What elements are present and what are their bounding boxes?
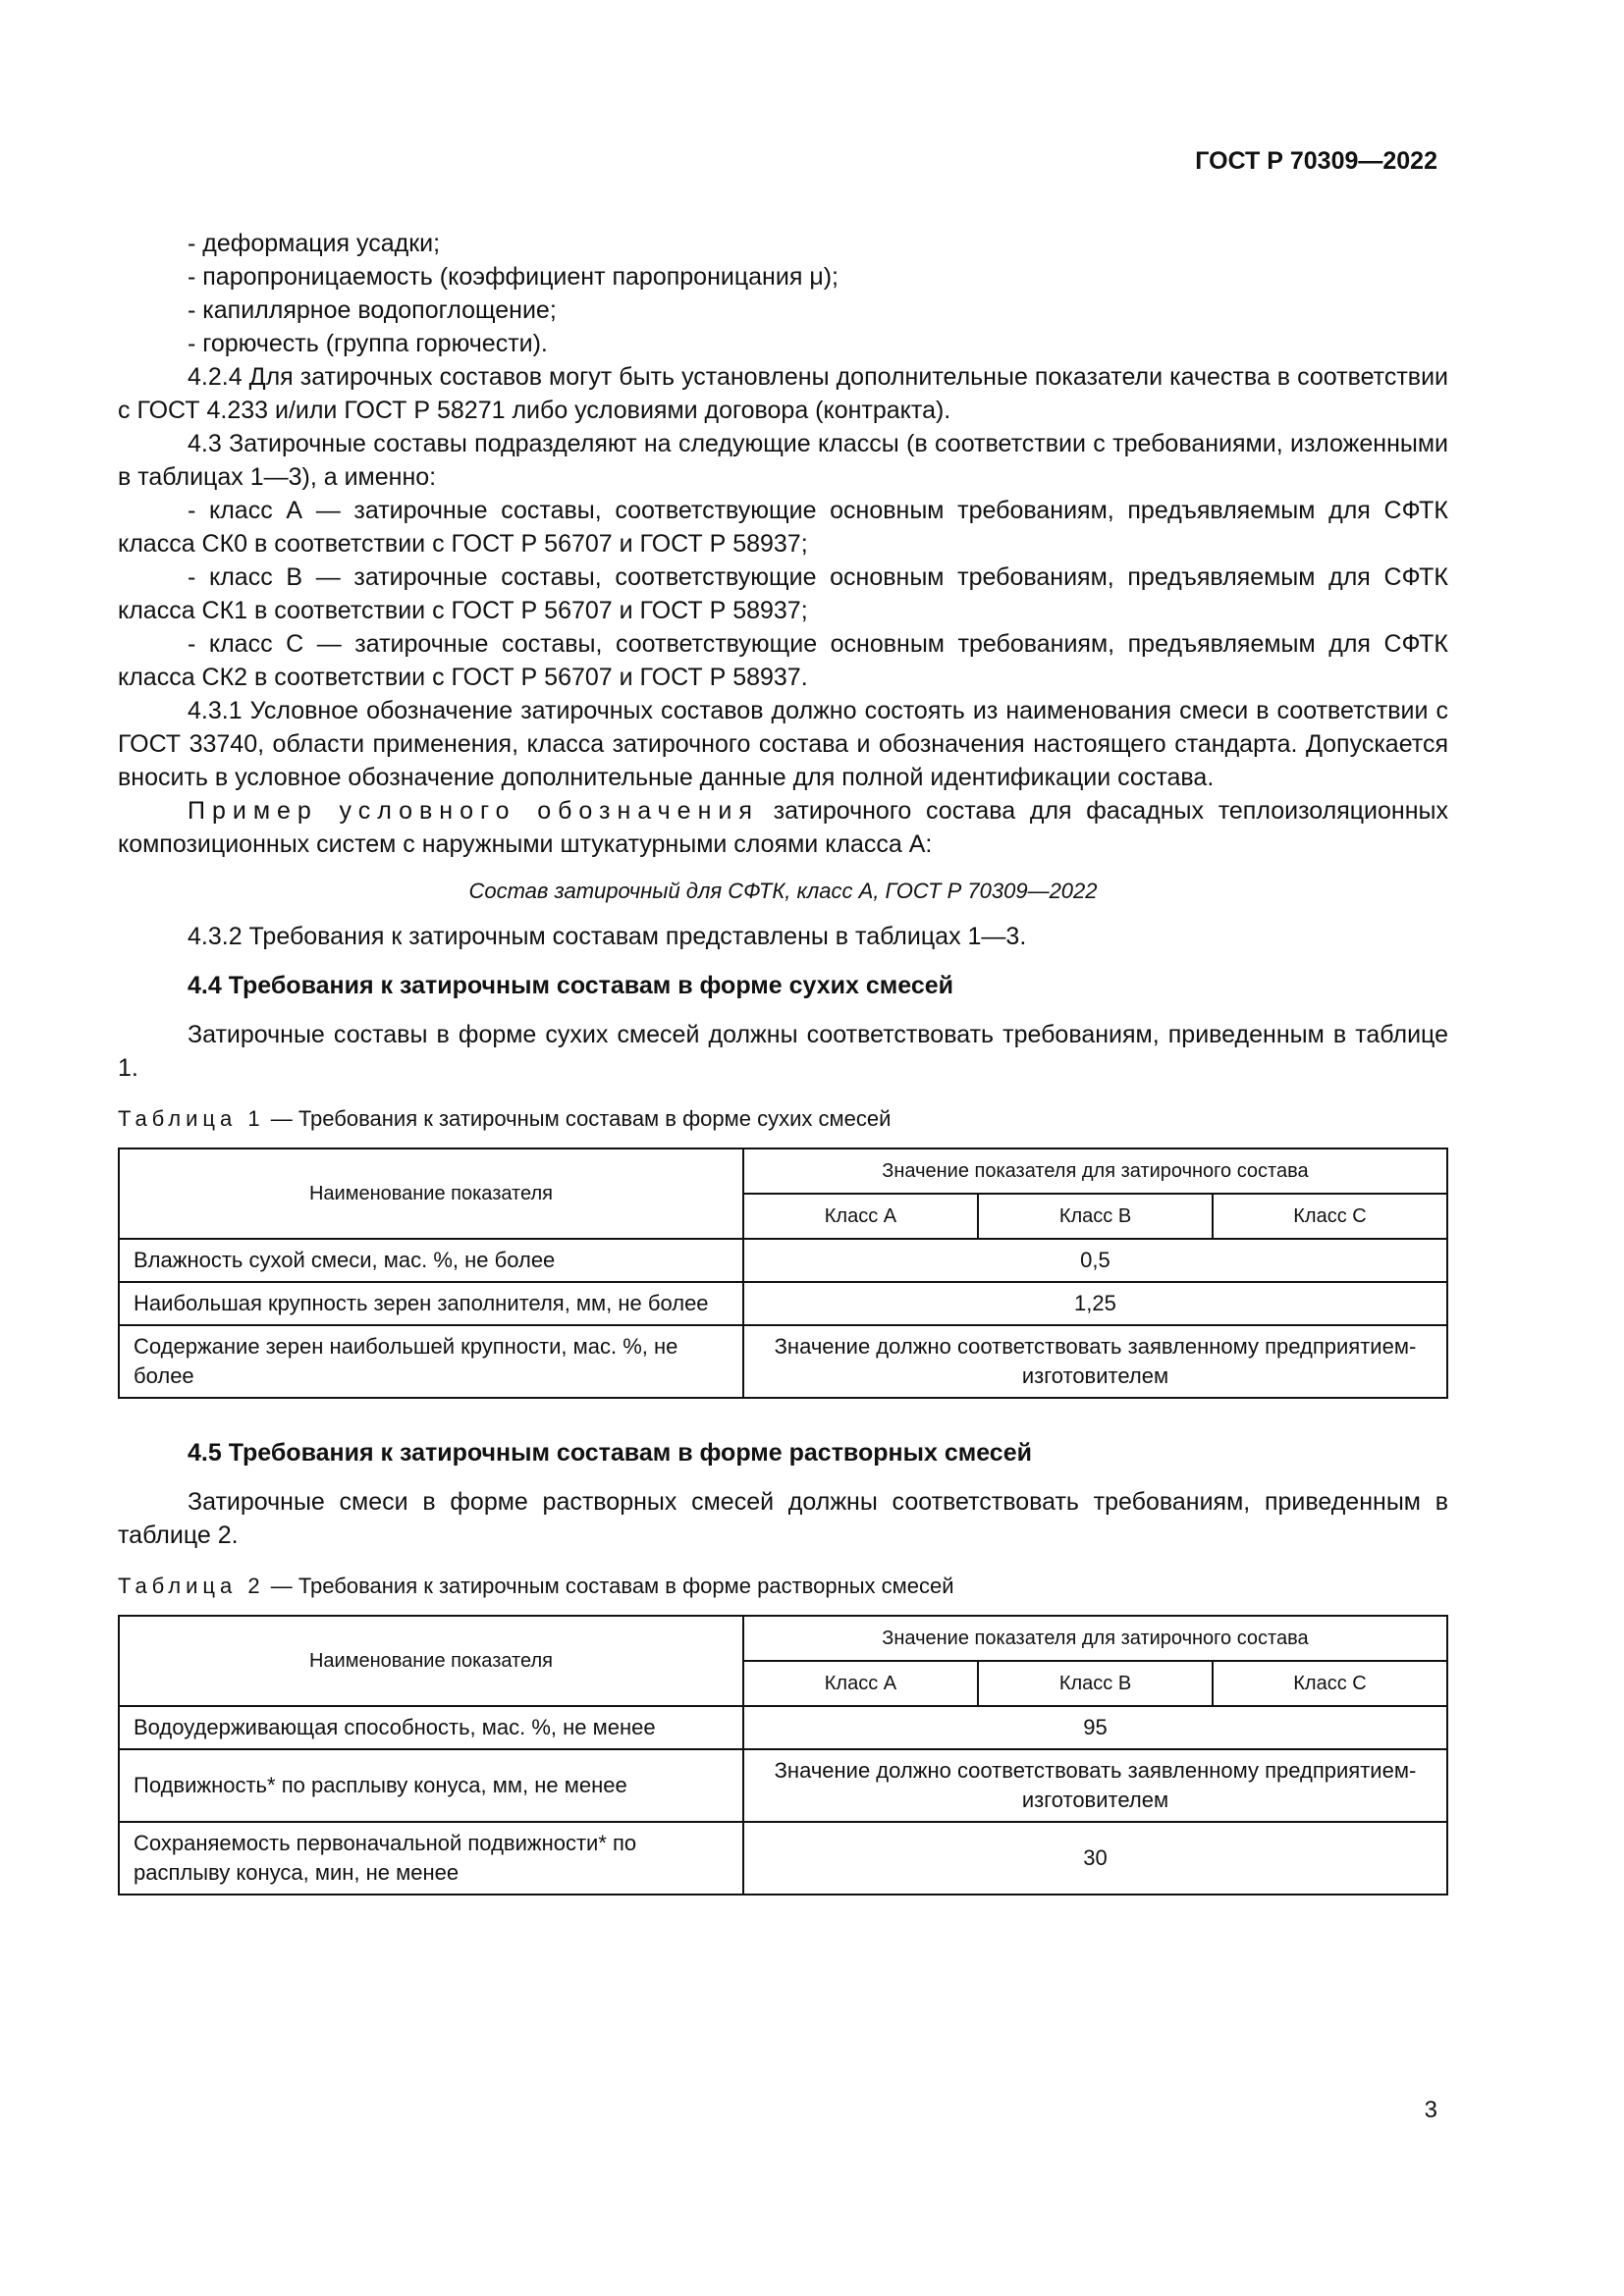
paragraph-4-3-2: 4.3.2 Требования к затирочным составам представлены в таблицах 1—3. bbox=[188, 923, 1027, 950]
class-a-item: - класс А — затирочные составы, соответствующие основным требованиям, предъявляемым для СФТК класса СК0 в соответствии с ГОСТ Р 56707 и ГОСТ Р 58937; bbox=[118, 497, 1448, 558]
section-title-4-4: 4.4 Требования к затирочным составам в форме сухих смесей bbox=[188, 972, 953, 999]
example-code: Состав затирочный для СФТК, класс А, ГОСТ Р 70309—2022 bbox=[468, 879, 1098, 903]
table-2 bbox=[118, 1615, 1448, 1896]
table2-row1-value: 95 bbox=[743, 1706, 1447, 1749]
table2-row3-value: 30 bbox=[743, 1822, 1447, 1895]
example-text: затирочного состава для фасадных теплоизоляционных композиционных систем с наружными штукатурными слоями класса А: bbox=[118, 797, 1448, 858]
table1-caption-text: — Требования к затирочным составам в форме сухих смесей bbox=[264, 1106, 892, 1131]
table2-caption-label: Таблица 2 bbox=[118, 1574, 265, 1598]
table1-col-name-header: Наименование показателя bbox=[119, 1148, 743, 1239]
table2-caption bbox=[118, 1570, 1448, 1603]
table2-row2-value: Значение должно соответствовать заявленному предприятием-изготовителем bbox=[743, 1749, 1447, 1822]
paragraph-4-3-1: 4.3.1 Условное обозначение затирочных составов должно состоять из наименования смеси в соответствии с ГОСТ 33740, области применения, класса затирочного состава и обозначения настоящего стандарта. Допускается вносить в условное обозначение дополнительные данные для полной идентификации состава. bbox=[118, 697, 1448, 791]
class-c-item: - класс С — затирочные составы, соответствующие основным требованиям, предъявляемым для СФТК класса СК2 в соответствии с ГОСТ Р 56707 и ГОСТ Р 58937. bbox=[118, 630, 1448, 691]
table-row bbox=[119, 1706, 1447, 1749]
table2-row1-name: Водоудерживающая способность, мас. %, не менее bbox=[119, 1706, 743, 1749]
example-label: Пример условного обозначения bbox=[188, 797, 759, 825]
class-b-item: - класс В — затирочные составы, соответствующие основным требованиям, предъявляемым для СФТК класса СК1 в соответствии с ГОСТ Р 56707 и ГОСТ Р 58937; bbox=[118, 563, 1448, 624]
table2-row3-name: Сохраняемость первоначальной подвижности* по расплыву конуса, мин, не менее bbox=[119, 1822, 743, 1895]
page-content bbox=[118, 227, 1448, 1896]
paragraph-4-2-4: 4.2.4 Для затирочных составов могут быть установлены дополнительные показатели качества в соответствии с ГОСТ 4.233 и/или ГОСТ Р 58271 либо условиями договора (контракта). bbox=[118, 363, 1448, 424]
table-row bbox=[119, 1239, 1447, 1282]
table1-row3-name: Содержание зерен наибольшей крупности, мас. %, не более bbox=[119, 1325, 743, 1398]
paragraph-4-5: Затирочные смеси в форме растворных смесей должны соответствовать требованиям, приведенным в таблице 2. bbox=[118, 1488, 1448, 1549]
section-title-4-5: 4.5 Требования к затирочным составам в форме растворных смесей bbox=[188, 1439, 1032, 1467]
example-paragraph bbox=[118, 794, 1448, 861]
table-row bbox=[119, 1822, 1447, 1895]
paragraph-4-4: Затирочные составы в форме сухих смесей должны соответствовать требованиям, приведенным в таблице 1. bbox=[118, 1021, 1448, 1082]
table1-class-c-header: Класс С bbox=[1213, 1194, 1447, 1239]
list-item: - капиллярное водопоглощение; bbox=[188, 296, 557, 324]
table1-caption bbox=[118, 1102, 1448, 1136]
page-number: 3 bbox=[1424, 2097, 1437, 2123]
table2-class-a-header: Класс А bbox=[743, 1661, 978, 1706]
list-item: - деформация усадки; bbox=[188, 230, 441, 257]
table-row bbox=[119, 1749, 1447, 1822]
table1-caption-label: Таблица 1 bbox=[118, 1106, 265, 1131]
table2-col-name-header: Наименование показателя bbox=[119, 1616, 743, 1706]
list-item: - горючесть (группа горючести). bbox=[188, 330, 548, 357]
list-item: - паропроницаемость (коэффициент паропроницания μ); bbox=[188, 263, 839, 291]
table1-class-a-header: Класс А bbox=[743, 1194, 978, 1239]
table-1 bbox=[118, 1148, 1448, 1399]
document-header: ГОСТ Р 70309—2022 bbox=[1195, 147, 1437, 175]
table2-caption-text: — Требования к затирочным составам в форме растворных смесей bbox=[264, 1574, 954, 1598]
table2-class-c-header: Класс С bbox=[1213, 1661, 1447, 1706]
table1-row3-value: Значение должно соответствовать заявленному предприятием-изготовителем bbox=[743, 1325, 1447, 1398]
table2-row2-name: Подвижность* по расплыву конуса, мм, не менее bbox=[119, 1749, 743, 1822]
table2-class-b-header: Класс В bbox=[978, 1661, 1213, 1706]
table-row bbox=[119, 1325, 1447, 1398]
table1-col-value-header: Значение показателя для затирочного состава bbox=[743, 1148, 1447, 1194]
table1-row1-name: Влажность сухой смеси, мас. %, не более bbox=[119, 1239, 743, 1282]
table-row bbox=[119, 1282, 1447, 1325]
table2-col-value-header: Значение показателя для затирочного состава bbox=[743, 1616, 1447, 1661]
paragraph-4-3: 4.3 Затирочные составы подразделяют на следующие классы (в соответствии с требованиями, изложенными в таблицах 1—3), а именно: bbox=[118, 430, 1448, 491]
table1-row2-value: 1,25 bbox=[743, 1282, 1447, 1325]
table1-row2-name: Наибольшая крупность зерен заполнителя, мм, не более bbox=[119, 1282, 743, 1325]
table1-row1-value: 0,5 bbox=[743, 1239, 1447, 1282]
table1-class-b-header: Класс В bbox=[978, 1194, 1213, 1239]
